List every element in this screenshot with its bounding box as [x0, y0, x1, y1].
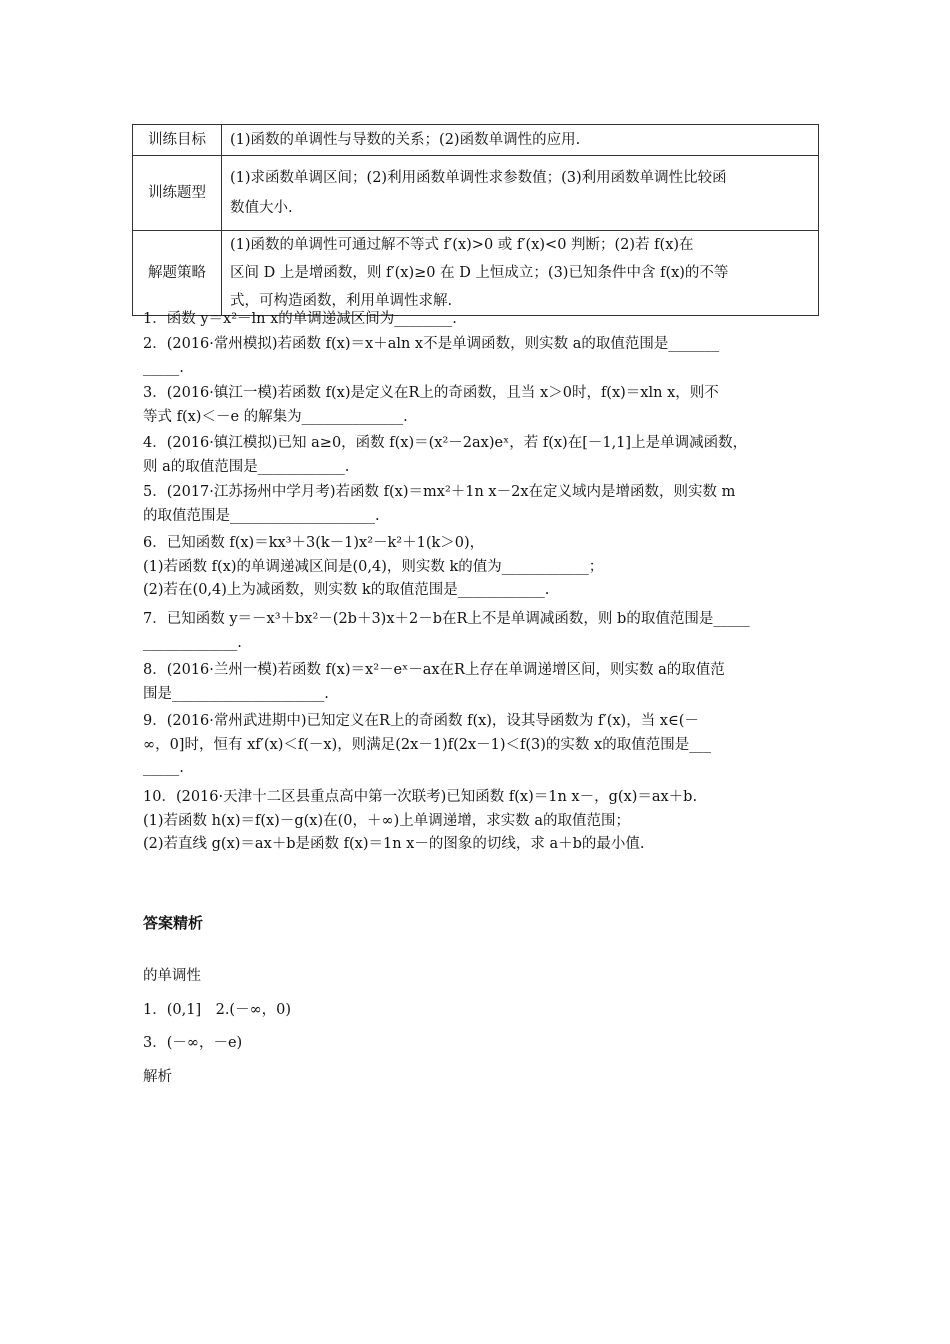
question-line: (1)若函数 f(x)的单调递减区间是(0,4)，则实数 k的值为____________；	[143, 558, 604, 575]
answers-title: 答案精析	[143, 914, 204, 932]
table-line: 式，可构造函数，利用单调性求解.	[230, 293, 453, 309]
question-6	[143, 532, 811, 603]
question-line: _____.	[143, 760, 184, 776]
answers-subtitle: 的单调性	[143, 968, 201, 984]
question-5	[143, 481, 811, 528]
table-body-cell	[222, 125, 819, 156]
question-line: 4．(2016·镇江模拟)已知 a≥0，函数 f(x)＝(x²－2ax)eˣ，若 f(x)在[－1,1]上是单调减函数，	[143, 435, 748, 451]
question-10	[143, 786, 811, 857]
question-line: 7．已知函数 y＝－x³＋bx²－(2b＋3)x＋2－b在R上不是单调减函数，则 b的取值范围是_____	[143, 611, 750, 627]
question-2	[143, 333, 811, 380]
table-row	[133, 125, 819, 156]
table-line: (1)函数的单调性与导数的关系；(2)函数单调性的应用.	[230, 132, 581, 148]
question-line: 则 a的取值范围是____________.	[143, 458, 350, 475]
table-head-cell: 解题策略	[133, 231, 222, 316]
question-line: (2)若在(0,4)上为减函数，则实数 k的取值范围是____________.	[143, 582, 550, 598]
question-line: 8．(2016·兰州一模)若函数 f(x)＝x²－eˣ－ax在R上存在单调递增区间，则实数 a的取值范	[143, 662, 725, 678]
question-line: 10．(2016·天津十二区县重点高中第一次联考)已知函数 f(x)＝1n x－，g(x)＝ax＋b.	[143, 789, 698, 805]
training-table	[132, 124, 819, 316]
answer-line: 1．(0,1] 2.(－∞，0)	[143, 1002, 292, 1018]
question-7	[143, 608, 811, 655]
question-3	[143, 382, 811, 429]
question-8	[143, 659, 811, 706]
table-head-cell: 训练题型	[133, 156, 222, 231]
question-line: (1)若函数 h(x)＝f(x)－g(x)在(0，＋∞)上单调递增，求实数 a的取值范围；	[143, 812, 630, 829]
table-head-cell: 训练目标	[133, 125, 222, 156]
question-line: 的取值范围是____________________.	[143, 507, 380, 524]
question-line: 2．(2016·常州模拟)若函数 f(x)＝x＋aln x不是单调函数，则实数 a的取值范围是_______	[143, 336, 720, 352]
table-line: 区间 D 上是增函数，则 f′(x)≥0 在 D 上恒成立；(3)已知条件中含 f(x)的不等	[230, 265, 729, 281]
question-9	[143, 710, 811, 781]
table-line: (1)函数的单调性可通过解不等式 f′(x)>0 或 f′(x)<0 判断；(2)若 f(x)在	[230, 237, 694, 253]
question-line: ∞，0]时，恒有 xf′(x)＜f(－x)，则满足(2x－1)f(2x－1)＜f(3)的实数 x的取值范围是___	[143, 736, 711, 753]
question-4	[143, 432, 811, 479]
table-line: 数值大小.	[230, 200, 293, 216]
question-line: 9．(2016·常州武进期中)已知定义在R上的奇函数 f(x)，设其导函数为 f′(x)，当 x∈(－	[143, 713, 699, 729]
question-line: 6．已知函数 f(x)＝kx³＋3(k－1)x²－k²＋1(k＞0)，	[143, 535, 485, 551]
question-line: (2)若直线 g(x)＝ax＋b是函数 f(x)＝1n x－的图象的切线，求 a＋b的最小值.	[143, 836, 645, 852]
question-line: 3．(2016·镇江一模)若函数 f(x)是定义在R上的奇函数，且当 x＞0时，f(x)＝xln x，则不	[143, 385, 719, 401]
question-line: 围是_____________________.	[143, 685, 329, 702]
question-line: _____.	[143, 359, 184, 376]
table-line: (1)求函数单调区间；(2)利用函数单调性求参数值；(3)利用函数单调性比较函	[230, 170, 727, 186]
question-line: 5．(2017·江苏扬州中学月考)若函数 f(x)＝mx²＋1n x－2x在定义域内是增函数，则实数 m	[143, 484, 736, 500]
question-line: 1．函数 y＝x²－ln x的单调递减区间为________.	[143, 311, 457, 327]
question-line: _____________.	[143, 634, 242, 651]
table-row	[133, 156, 819, 231]
answer-line: 3．(－∞，－e)	[143, 1035, 243, 1051]
table-body-cell	[222, 156, 819, 231]
question-1	[143, 308, 811, 332]
question-line: 等式 f(x)＜－e 的解集为______________.	[143, 408, 408, 425]
table-body-cell	[222, 231, 819, 316]
answer-line: 解析	[143, 1069, 172, 1085]
table-row	[133, 231, 819, 316]
